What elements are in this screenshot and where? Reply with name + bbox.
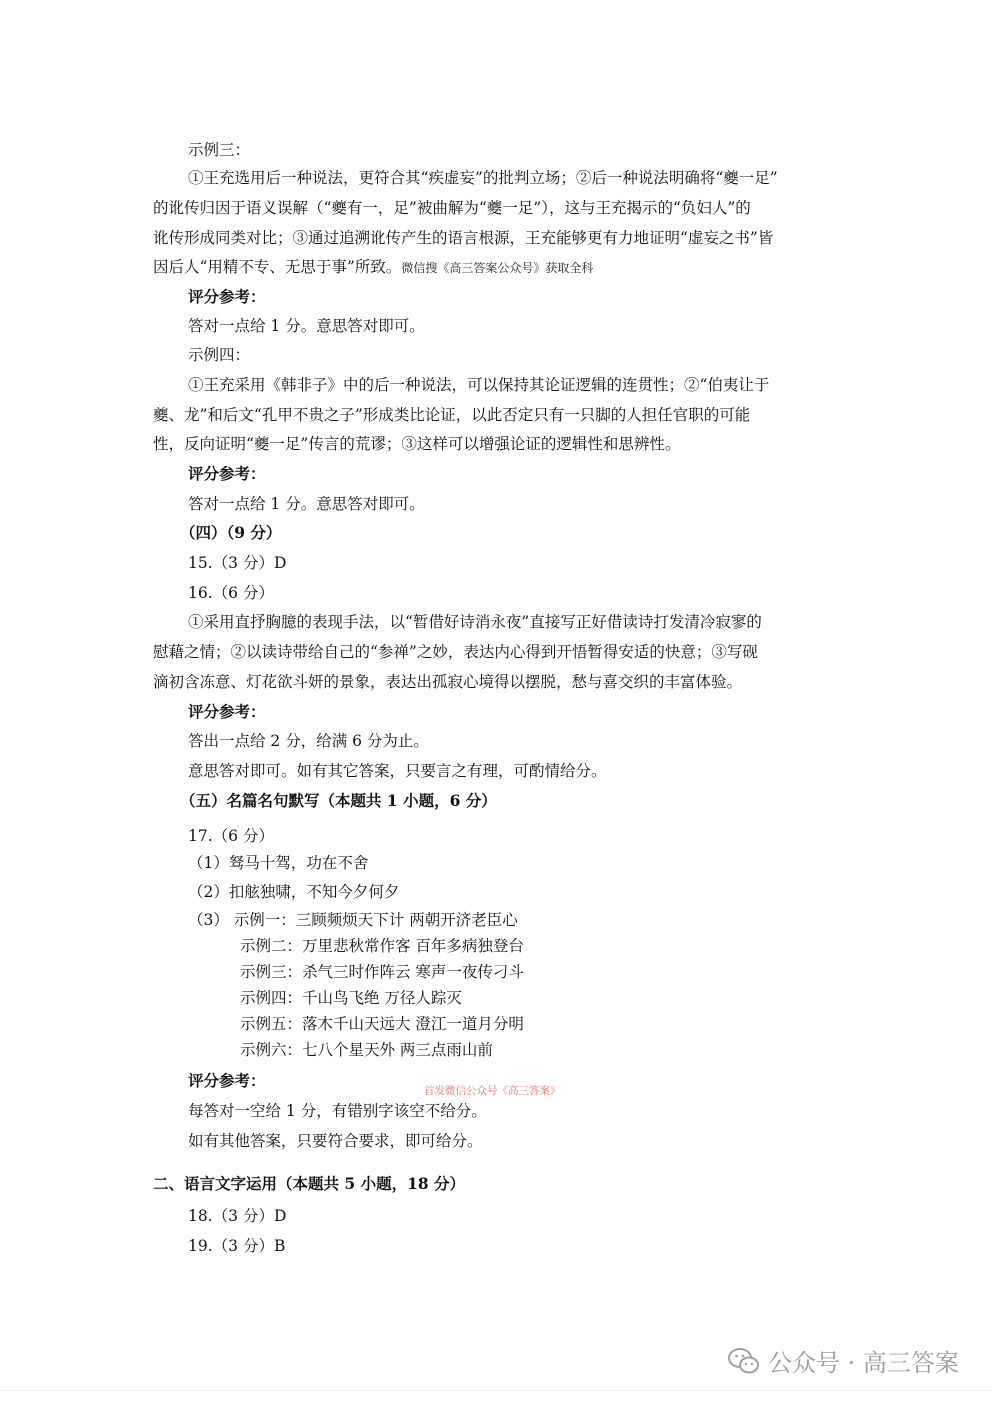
text-line: 17.（6 分） (188, 827, 274, 845)
text-line: 示例四：千山鸟飞绝 万径人踪灭 (240, 989, 462, 1007)
text-line: 慰藉之情；②以读诗带给自己的“参禅”之妙，表达内心得到开悟暂得安适的快意；③写砚 (153, 643, 758, 661)
text-line: 示例三： (188, 141, 251, 159)
text-line: 夔、龙”和后文“孔甲不贵之子”形成类比论证，以此否定只有一只脚的人担任官职的可能 (153, 406, 751, 424)
text-line: 示例三：杀气三时作阵云 寒声一夜传刁斗 (240, 963, 524, 981)
text-line: （五）名篇名句默写（本题共 1 小题，6 分） (180, 791, 497, 810)
inline-watermark: 微信搜《高三答案公众号》获取全科 (401, 261, 594, 275)
footer-account-tag (728, 1343, 959, 1378)
text-line: 评分参考： (188, 702, 266, 721)
text-line: ①王充选用后一种说法，更符合其“疾虚妄”的批判立场；②后一种说法明确将“夔一足” (188, 169, 778, 187)
text-line: 示例四： (188, 346, 251, 364)
text-line: 评分参考： (188, 464, 266, 483)
text-line: 因后人“用精不专、无思于事”所致。微信搜《高三答案公众号》获取全科 (153, 258, 594, 276)
text-line: 二、语言文字运用（本题共 5 小题，18 分） (153, 1174, 466, 1193)
text-line: 答对一点给 1 分。意思答对即可。 (188, 495, 425, 513)
text-line: ①王充采用《韩非子》中的后一种说法，可以保持其论证逻辑的连贯性；②“伯夷让于 (188, 376, 770, 394)
text-line: 每答对一空给 1 分，有错别字该空不给分。 (188, 1102, 487, 1120)
text-line: 答对一点给 1 分。意思答对即可。 (188, 317, 425, 335)
text-line: 讹传形成同类对比；③通过追溯讹传产生的语言根源，王充能够更有力地证明“虚妄之书”皆 (153, 229, 774, 247)
text-line: 的讹传归因于语义误解（“夔有一，足”被曲解为“夔一足”），这与王充揭示的“负妇人”的 (153, 199, 751, 217)
footer-label: 公众号 · 高三答案 (768, 1349, 959, 1377)
text-line: 19.（3 分）B (188, 1237, 286, 1255)
text-line: 答出一点给 2 分，给满 6 分为止。 (188, 732, 429, 750)
bottom-divider (0, 1390, 992, 1391)
text-line: ①采用直抒胸臆的表现手法，以“暂借好诗消永夜”直接写正好借读诗打发清冷寂寥的 (188, 613, 762, 631)
text-line: （四）（9 分） (180, 523, 282, 542)
wechat-icon (728, 1347, 760, 1375)
text-line: 如有其他答案，只要符合要求，即可给分。 (188, 1132, 483, 1150)
text-line: 18.（3 分）D (188, 1207, 287, 1225)
text-line: 示例五：落木千山天远大 澄江一道月分明 (240, 1015, 524, 1033)
text-line: 15.（3 分）D (188, 554, 287, 572)
text-line: 16.（6 分） (188, 584, 274, 602)
text-line: （3） 示例一：三顾频烦天下计 两朝开济老臣心 (188, 911, 518, 929)
text-line: 评分参考： (188, 1071, 266, 1090)
text-line: 示例二：万里悲秋常作客 百年多病独登台 (240, 937, 524, 955)
text-line: 示例六：七八个星天外 两三点雨山前 (240, 1041, 493, 1059)
text-line: 性，反向证明“夔一足”传言的荒谬；③这样可以增强论证的逻辑性和思辨性。 (153, 435, 681, 453)
text-line: （2）扣舷独啸，不知今夕何夕 (188, 883, 400, 901)
text-line: （1）驽马十驾，功在不舍 (188, 854, 369, 872)
red-watermark: 首发微信公众号《高三答案》 (424, 1085, 561, 1097)
text-line: 评分参考： (188, 287, 266, 306)
text-line: 意思答对即可。如有其它答案，只要言之有理，可酌情给分。 (188, 762, 607, 780)
text-line: 滴初含冻意、灯花欲斗妍的景象，表达出孤寂心境得以摆脱，愁与喜交织的丰富体验。 (153, 673, 743, 691)
